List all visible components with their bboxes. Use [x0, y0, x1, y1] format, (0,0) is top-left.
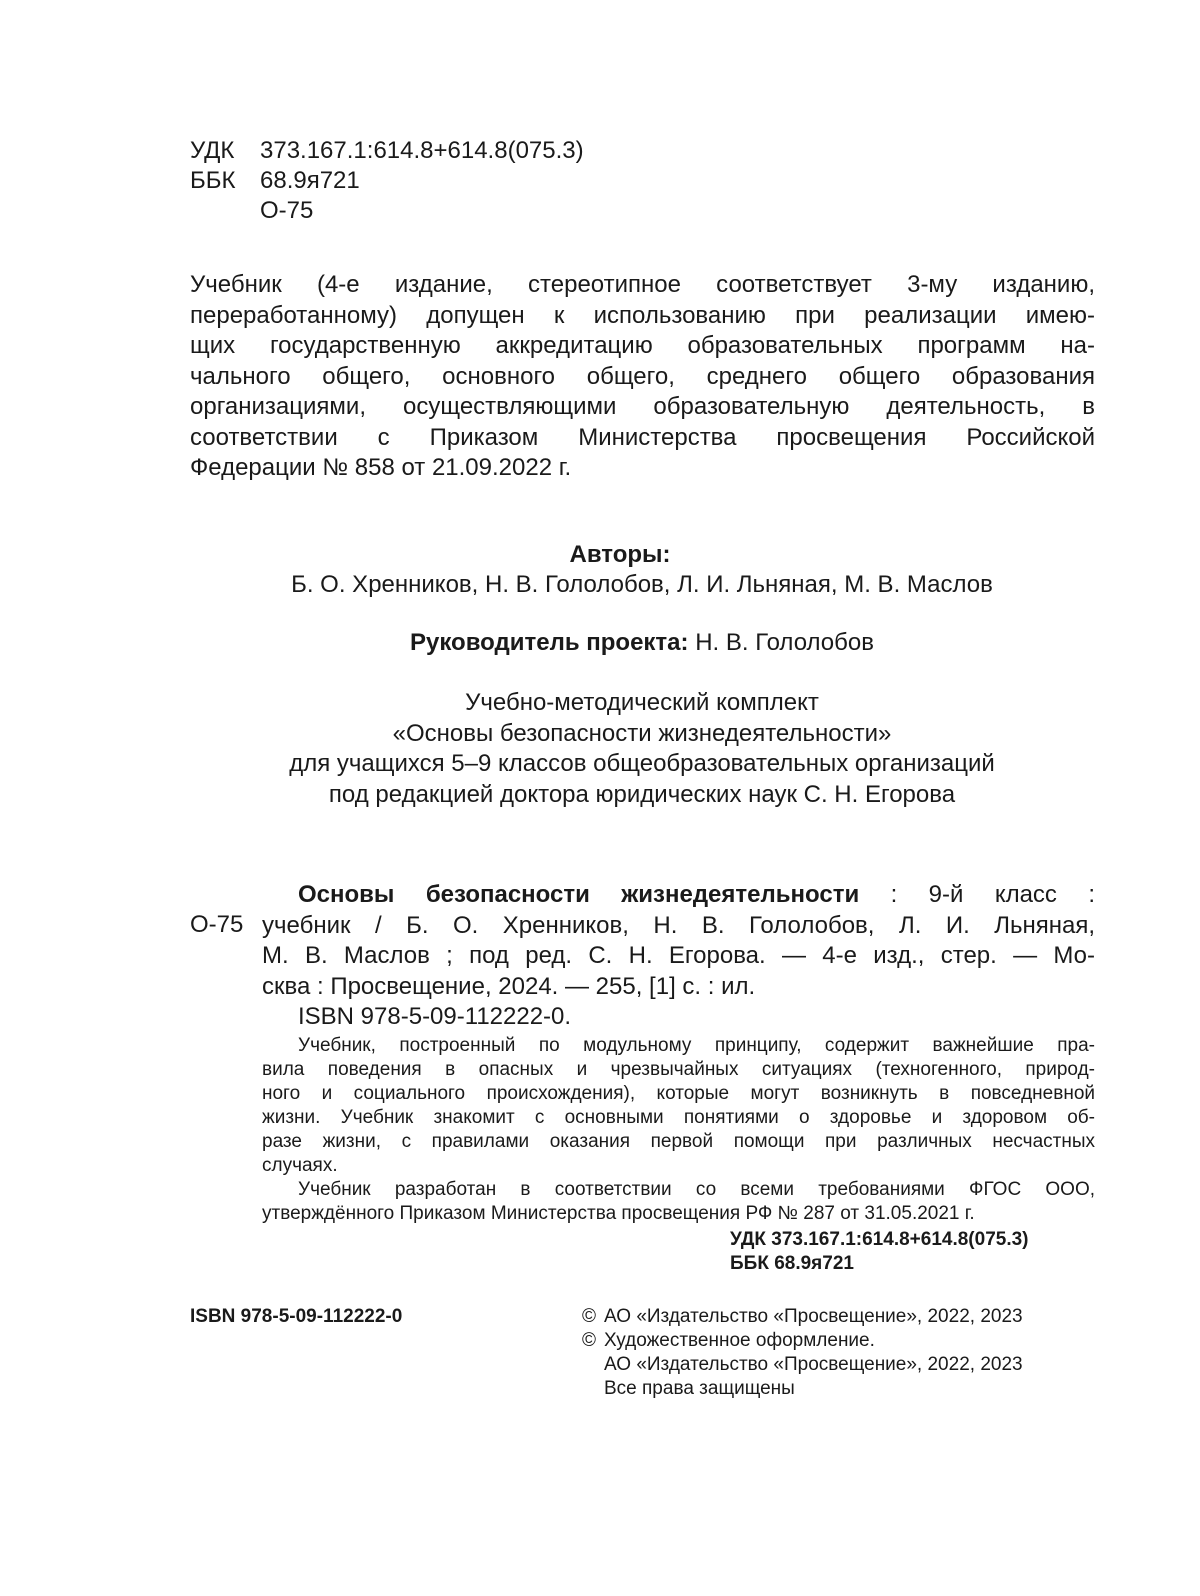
- udk-label: УДК: [190, 137, 235, 164]
- approval-line: организациями, осуществляющими образовательную деятельность, в: [190, 393, 1095, 420]
- annotation-line: вила поведения в опасных и чрезвычайных ситуациях (техногенного, природ-: [262, 1059, 1095, 1080]
- udk-footer-udk: УДК 373.167.1:614.8+614.8(075.3): [730, 1229, 1029, 1250]
- annotation-line: Учебник, построенный по модульному принципу, содержит важнейшие пра-: [298, 1035, 1095, 1056]
- bbk-label: ББК: [190, 167, 236, 194]
- umk-line: для учащихся 5–9 классов общеобразовательных организаций: [289, 750, 995, 777]
- approval-line: Учебник (4-е издание, стереотипное соответствует 3-му изданию,: [190, 271, 1095, 298]
- standard-line: утверждённого Приказом Министерства просвещения РФ № 287 от 31.05.2021 г.: [262, 1203, 975, 1224]
- authors-heading: Авторы:: [569, 541, 671, 568]
- copyright-block: [582, 1305, 1095, 1401]
- biblio-author-mark: О-75: [190, 911, 244, 938]
- classification-block: [190, 136, 584, 226]
- approval-line: чального общего, основного общего, среднего общего образования: [190, 362, 1095, 390]
- standard-line: Учебник разработан в соответствии со всеми требованиями ФГОС ООО,: [298, 1179, 1095, 1200]
- annotation: [262, 1034, 1095, 1226]
- umk-line: под редакцией доктора юридических наук С. Н. Егорова: [328, 780, 956, 808]
- authors-names: Б. О. Хренников, Н. В. Гололобов, Л. И. Льняная, М. В. Маслов: [291, 571, 993, 598]
- approval-line: щих государственную аккредитацию образовательных программ на-: [190, 332, 1095, 359]
- biblio-line-2: учебник / Б. О. Хренников, Н. В. Гололобов, Л. И. Льняная,: [262, 911, 1095, 939]
- bbk-value: 68.9я721: [260, 167, 360, 194]
- annotation-line: разе жизни, с правилами оказания первой помощи при различных несчастных: [262, 1131, 1095, 1152]
- umk-line: Учебно-методический комплект: [465, 689, 819, 716]
- copyright-text-1: АО «Издательство «Просвещение», 2022, 2023: [604, 1306, 1023, 1327]
- udk-value: 373.167.1:614.8+614.8(075.3): [260, 137, 584, 164]
- project-lead-label: Руководитель проекта:: [410, 629, 689, 656]
- copyright-line-1: [582, 1305, 1095, 1329]
- isbn-footer: ISBN 978-5-09-112222-0: [190, 1306, 403, 1327]
- copyright-line-3: АО «Издательство «Просвещение», 2022, 2023: [604, 1354, 1023, 1375]
- bbk-line: [190, 166, 584, 196]
- project-lead: [0, 628, 1200, 658]
- copyright-symbol: ©: [582, 1330, 596, 1351]
- approval-paragraph: [190, 270, 1095, 484]
- udk-line: [190, 136, 584, 166]
- project-lead-name: Н. В. Гололобов: [695, 629, 874, 656]
- udk-footer-bbk: ББК 68.9я721: [730, 1253, 854, 1274]
- copyright-line-4: Все права защищены: [604, 1378, 795, 1399]
- biblio-line-3: М. В. Маслов ; под ред. С. Н. Егорова. — 4-е изд., стер. — Мо-: [262, 942, 1095, 969]
- biblio-title: Основы безопасности жизнедеятельности: [298, 881, 860, 908]
- annotation-line: ного и социального происхождения), которые могут возникнуть в повседневной: [262, 1083, 1095, 1104]
- copyright-symbol: ©: [582, 1306, 596, 1327]
- approval-line: Федерации № 858 от 21.09.2022 г.: [190, 454, 572, 481]
- annotation-line: случаях.: [262, 1155, 338, 1176]
- copyright-text-2: Художественное оформление.: [604, 1330, 875, 1351]
- biblio-line-1: [262, 880, 1095, 911]
- approval-line: переработанному) допущен к использованию при реализации имею-: [190, 301, 1095, 329]
- copyright-line-2: [582, 1329, 1095, 1353]
- udk-footer: [620, 1228, 1095, 1276]
- biblio-isbn: ISBN 978-5-09-112222-0.: [298, 1003, 572, 1030]
- umk-block: [0, 688, 1200, 810]
- biblio-record: [262, 880, 1095, 1033]
- umk-line: «Основы безопасности жизнедеятельности»: [392, 719, 892, 747]
- approval-line: соответствии с Приказом Министерства просвещения Российской: [190, 423, 1095, 451]
- biblio-line-4: сква : Просвещение, 2024. — 255, [1] с. : ил.: [262, 972, 756, 1000]
- biblio-line-1-rest: : 9-й класс :: [859, 881, 1096, 908]
- author-mark: О-75: [260, 197, 314, 224]
- annotation-line: жизни. Учебник знакомит с основными понятиями о здоровье и здоровом об-: [262, 1107, 1095, 1128]
